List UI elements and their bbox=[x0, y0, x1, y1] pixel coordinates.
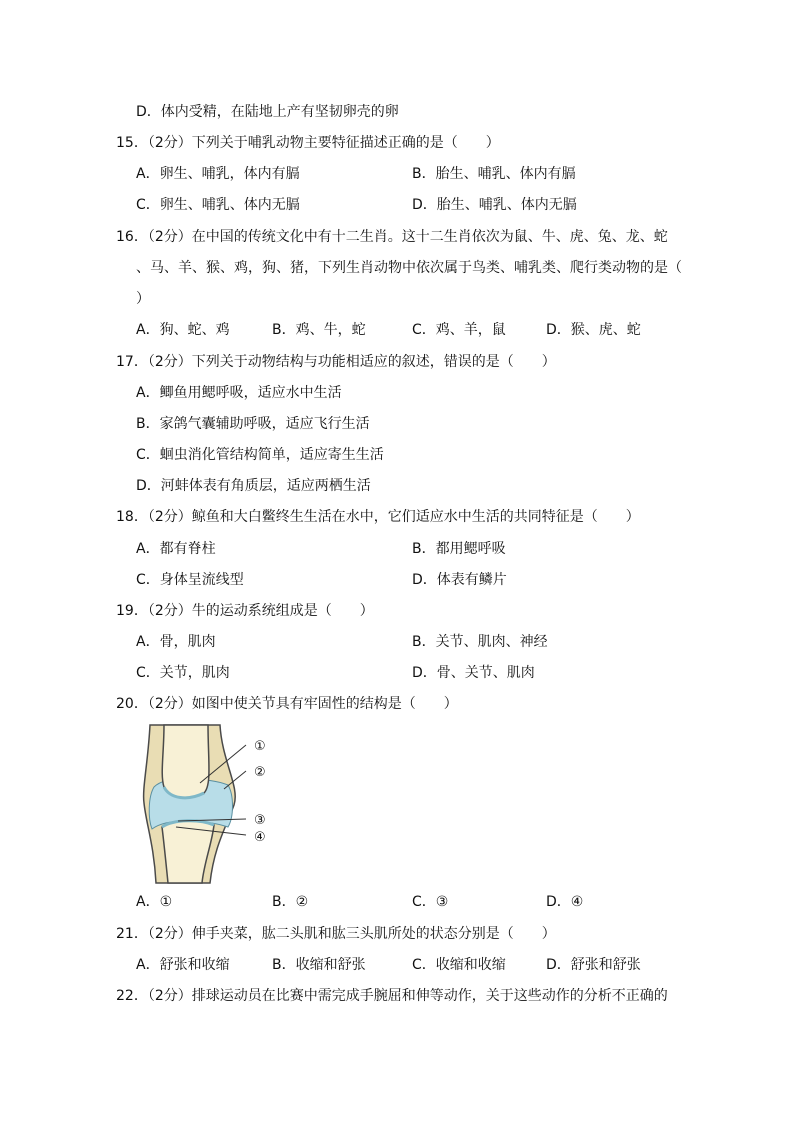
q17-option-b: B．家鸽气囊辅助呼吸，适应飞行生活 bbox=[136, 416, 370, 432]
q18-option-a: A．都有脊柱 bbox=[136, 541, 216, 557]
q18-option-c: C．身体呈流线型 bbox=[136, 572, 244, 588]
q15-option-b: B．胎生、哺乳、体内有膈 bbox=[412, 166, 576, 182]
q15-option-c: C．卵生、哺乳、体内无膈 bbox=[136, 197, 300, 213]
q18-option-d: D．体表有鳞片 bbox=[412, 572, 507, 588]
figure-label-4: ④ bbox=[254, 830, 266, 845]
q16-option-b: B．鸡、牛，蛇 bbox=[272, 322, 366, 338]
q16-stem-line1: 16．（2分）在中国的传统文化中有十二生肖。这十二生肖依次为鼠、牛、虎、兔、龙、蛇 bbox=[116, 229, 668, 245]
q17-option-a: A．鲫鱼用鳃呼吸，适应水中生活 bbox=[136, 385, 342, 401]
q19-option-c: C．关节，肌肉 bbox=[136, 665, 230, 681]
q19-option-a: A．骨，肌肉 bbox=[136, 634, 216, 650]
q19-option-b: B．关节、肌肉、神经 bbox=[412, 634, 548, 650]
q15-stem: 15．（2分）下列关于哺乳动物主要特征描述正确的是（ ） bbox=[116, 135, 500, 151]
figure-label-3: ③ bbox=[254, 813, 266, 828]
q14-option-d: D．体内受精，在陆地上产有坚韧卵壳的卵 bbox=[136, 104, 399, 120]
q16-option-d: D．猴、虎、蛇 bbox=[546, 322, 641, 338]
q15-option-a: A．卵生、哺乳，体内有膈 bbox=[136, 166, 300, 182]
q18-option-b: B．都用鳃呼吸 bbox=[412, 541, 506, 557]
q21-option-d: D．舒张和舒张 bbox=[546, 957, 641, 973]
q21-stem: 21．（2分）伸手夹菜，肱二头肌和肱三头肌所处的状态分别是（ ） bbox=[116, 926, 556, 942]
q19-stem: 19．（2分）牛的运动系统组成是（ ） bbox=[116, 603, 374, 619]
knee-joint-figure bbox=[130, 723, 280, 885]
q16-stem-line3: ） bbox=[136, 291, 150, 307]
q21-option-a: A．舒张和收缩 bbox=[136, 957, 230, 973]
q20-option-d: D．④ bbox=[546, 894, 584, 910]
q16-option-a: A．狗、蛇、鸡 bbox=[136, 322, 230, 338]
q21-option-b: B．收缩和舒张 bbox=[272, 957, 366, 973]
upper-bone bbox=[162, 725, 209, 798]
q16-stem-line2: 、马、羊、猴、鸡，狗、猪，下列生肖动物中依次属于鸟类、哺乳类、爬行类动物的是（ bbox=[136, 260, 682, 276]
q20-option-b: B．② bbox=[272, 894, 309, 910]
q17-stem: 17．（2分）下列关于动物结构与功能相适应的叙述，错误的是（ ） bbox=[116, 354, 556, 370]
q17-option-c: C．蛔虫消化管结构简单，适应寄生生活 bbox=[136, 447, 384, 463]
q15-option-d: D．胎生、哺乳、体内无膈 bbox=[412, 197, 577, 213]
q20-option-a: A．① bbox=[136, 894, 173, 910]
q22-stem: 22．（2分）排球运动员在比赛中需完成手腕屈和伸等动作，关于这些动作的分析不正确的 bbox=[116, 988, 668, 1004]
q20-option-c: C．③ bbox=[412, 894, 449, 910]
figure-label-1: ① bbox=[254, 739, 266, 754]
q18-stem: 18．（2分）鲸鱼和大白鳖终生生活在水中，它们适应水中生活的共同特征是（ ） bbox=[116, 509, 640, 525]
q16-option-c: C．鸡、羊，鼠 bbox=[412, 322, 506, 338]
q21-option-c: C．收缩和收缩 bbox=[412, 957, 506, 973]
q20-stem: 20．（2分）如图中使关节具有牢固性的结构是（ ） bbox=[116, 696, 458, 712]
q19-option-d: D．骨、关节、肌肉 bbox=[412, 665, 535, 681]
q17-option-d: D．河蚌体表有角质层，适应两栖生活 bbox=[136, 478, 371, 494]
figure-label-2: ② bbox=[254, 765, 266, 780]
